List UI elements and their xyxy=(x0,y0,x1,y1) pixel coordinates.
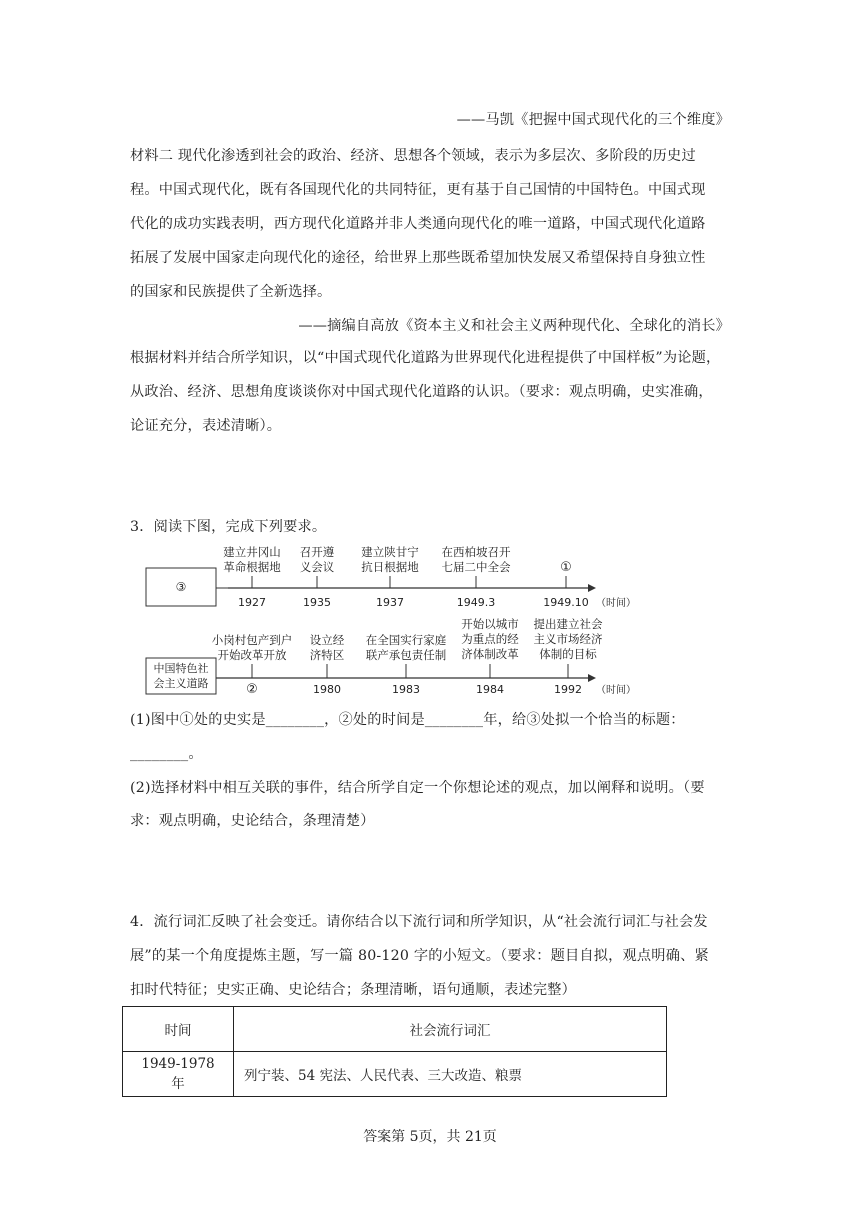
timeline-top-arrow xyxy=(588,584,596,592)
table-header-cell: 时间 xyxy=(123,1007,234,1052)
q3-sub1-line: ________。 xyxy=(130,746,203,762)
table-header-cell: 社会流行词汇 xyxy=(234,1007,667,1052)
table-cell-words: 列宁装、54 宪法、人民代表、三大改造、粮票 xyxy=(234,1052,667,1097)
timeline-top-event xyxy=(442,545,511,609)
q2-prompt-line: 论证充分，表述清晰）。 xyxy=(130,418,282,434)
event-label: 主义市场经济 xyxy=(533,632,603,646)
q4-prompt-line: 展”的某一个角度提炼主题，写一篇 80-120 字的小短文。（要求：题目自拟，观点明确、紧 xyxy=(130,948,709,964)
event-label: 建立陕甘宁 xyxy=(361,545,419,559)
event-label: 济体制改革 xyxy=(461,647,519,661)
event-label: 小岗村包产到户 xyxy=(211,633,293,647)
page-footer: 答案第 5页，共 21页 xyxy=(363,1129,497,1145)
material2-line: 代化的成功实践表明，西方现代化道路并非人类通向现代化的唯一道路，中国式现代化道路 xyxy=(130,216,706,232)
event-label: 建立井冈山 xyxy=(223,545,281,559)
q3-sub2-line: 求：观点明确，史论结合，条理清楚） xyxy=(130,813,375,829)
timeline-top-event xyxy=(223,545,281,609)
material2-line: 的国家和民族提供了全新选择。 xyxy=(130,284,332,300)
timeline-bottom-box-label: 会主义道路 xyxy=(153,677,209,690)
event-year: 1937 xyxy=(376,596,404,609)
q2-prompt-line: 根据材料并结合所学知识，以“中国式现代化道路为世界现代化进程提供了中国样板”为论题， xyxy=(130,350,721,366)
q3-sub1-line: (1)图中①处的史实是________，②处的时间是________年，给③处拟一个恰当的标题： xyxy=(130,712,685,728)
q4-prompt-line: 4．流行词汇反映了社会变迁。请你结合以下流行词和所学知识，从“社会流行词汇与社会发 xyxy=(130,914,708,930)
event-label: 革命根据地 xyxy=(223,560,281,574)
timeline-top-event xyxy=(300,545,335,609)
material2-source: ——摘编自高放《资本主义和社会主义两种现代化、全球化的消长》 xyxy=(298,318,730,334)
event-label: 体制的目标 xyxy=(539,647,597,661)
q2-prompt-line: 从政治、经济、思想角度谈谈你对中国式现代化道路的认识。（要求：观点明确，史实准确， xyxy=(130,384,713,400)
timeline-top-event xyxy=(543,560,589,609)
material2-line: 拓展了发展中国家走向现代化的途径，给世界上那些既希望加快发展又希望保持自身独立性 xyxy=(130,250,706,266)
event-label: 义会议 xyxy=(299,560,335,574)
event-label: 联产承包责任制 xyxy=(365,648,447,662)
timeline-bottom-event xyxy=(534,617,603,696)
event-year: 1992 xyxy=(554,683,582,696)
event-label: 为重点的经 xyxy=(461,632,519,646)
timeline-top-event xyxy=(361,545,419,609)
event-label: 召开遵 xyxy=(299,545,335,559)
event-label: ① xyxy=(560,560,572,575)
table-header-row xyxy=(123,1007,667,1052)
timeline-bottom-arrow xyxy=(588,674,596,682)
event-label: 开始改革开放 xyxy=(217,648,287,662)
timeline-top-box-label: ③ xyxy=(175,580,187,594)
q3-sub2-line: (2)选择材料中相互关联的事件，结合所学自定一个你想论述的观点，加以阐释和说明。（要 xyxy=(130,780,705,796)
event-year: 1984 xyxy=(476,683,504,696)
timeline-bottom-event xyxy=(212,633,293,697)
event-label: 设立经 xyxy=(309,633,345,647)
q4-prompt-line: 扣时代特征；史实正确、史论结合；条理清晰，语句通顺，表述完整） xyxy=(130,982,577,998)
event-label: 七届二中全会 xyxy=(441,560,511,574)
popular-words-table xyxy=(122,1006,667,1097)
event-year: 1983 xyxy=(392,683,420,696)
table-row xyxy=(123,1052,667,1097)
axis-unit-label: （时间） xyxy=(596,685,636,696)
timeline-bottom-box-label: 中国特色社 xyxy=(153,662,209,675)
event-year: 1949.10 xyxy=(543,596,589,609)
event-label: 在西柏坡召开 xyxy=(441,545,511,559)
event-year: 1935 xyxy=(303,596,331,609)
event-year: ② xyxy=(246,682,258,697)
event-year: 1927 xyxy=(238,596,266,609)
timeline-bottom-event xyxy=(310,633,345,696)
event-year: 1949.3 xyxy=(456,596,496,609)
event-label: 在全国实行家庭 xyxy=(365,633,447,647)
q3-title: 3．阅读下图，完成下列要求。 xyxy=(130,519,327,535)
timeline-bottom-event xyxy=(461,617,519,696)
timeline-bottom-event xyxy=(366,633,447,696)
event-year: 1980 xyxy=(313,683,341,696)
material1-source: ——马凯《把握中国式现代化的三个维度》 xyxy=(456,112,730,128)
event-label: 抗日根据地 xyxy=(361,560,419,574)
event-label: 提出建立社会 xyxy=(533,617,603,631)
axis-unit-label: （时间） xyxy=(596,598,636,609)
timeline-figure xyxy=(138,540,638,700)
material2-line: 材料二 现代化渗透到社会的政治、经济、思想各个领域，表示为多层次、多阶段的历史过 xyxy=(130,148,696,164)
event-label: 开始以城市 xyxy=(461,617,519,631)
table-cell-period: 1949-1978 年 xyxy=(123,1052,234,1097)
event-label: 济特区 xyxy=(309,648,345,662)
material2-line: 程。中国式现代化，既有各国现代化的共同特征，更有基于自己国情的中国特色。中国式现 xyxy=(130,182,706,198)
